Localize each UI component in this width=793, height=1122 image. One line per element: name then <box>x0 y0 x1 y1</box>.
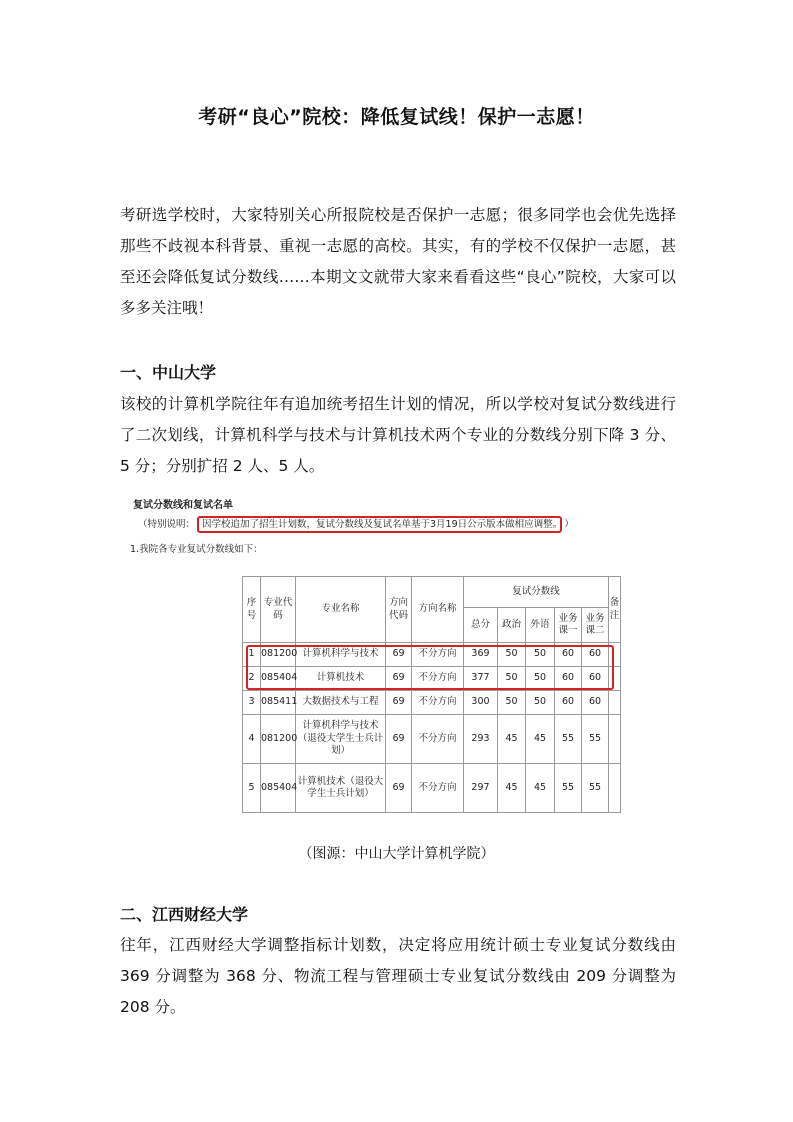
cell-code: 085411 <box>261 691 296 715</box>
cell-dir-name: 不分方向 <box>412 643 464 667</box>
cell-name: 计算机技术 <box>296 667 386 691</box>
cell-course1: 55 <box>555 764 582 813</box>
intro-paragraph: 考研选学校时，大家特别关心所报院校是否保护一志愿；很多同学也会优先选择那些不歧视本科背景、重视一志愿的高校。其实，有的学校不仅保护一志愿，甚至还会降低复试分数线……本期文文就带大家来看看这些“良心”院校，大家可以多多关注哦！ <box>120 206 676 317</box>
cell-name: 计算机技术（退役大学生士兵计划） <box>296 764 386 813</box>
header-dir-code: 方向代码 <box>386 577 412 643</box>
header-total: 总分 <box>464 608 498 643</box>
cell-politics: 45 <box>498 715 526 764</box>
section-1-body: 该校的计算机学院往年有追加统考招生计划的情况，所以学校对复试分数线进行了二次划线，计算机科学与技术与计算机技术两个专业的分数线分别下降 3 分、5 分；分别扩招 2 人、5 人。 <box>120 395 676 475</box>
cell-dir-name: 不分方向 <box>412 715 464 764</box>
section-2-body: 往年，江西财经大学调整指标计划数，决定将应用统计硕士专业复试分数线由 369 分调整为 368 分、物流工程与管理硕士专业复试分数线由 209 分调整为 208 分。 <box>120 936 676 1016</box>
header-name: 专业名称 <box>296 577 386 643</box>
cell-course1: 60 <box>555 691 582 715</box>
cell-name: 大数据技术与工程 <box>296 691 386 715</box>
cell-remark <box>609 764 621 813</box>
cell-code: 081200 <box>261 715 296 764</box>
table-row <box>243 715 621 764</box>
cell-course1: 60 <box>555 643 582 667</box>
cell-foreign: 50 <box>526 691 555 715</box>
cell-dir-code: 69 <box>386 764 412 813</box>
section-2-heading: 二、江西财经大学 <box>120 905 249 924</box>
cell-code: 085404 <box>261 764 296 813</box>
cell-dir-code: 69 <box>386 667 412 691</box>
cell-seq: 2 <box>243 667 261 691</box>
cell-politics: 50 <box>498 691 526 715</box>
header-seq: 序号 <box>243 577 261 643</box>
cell-name: 计算机科学与技术 <box>296 643 386 667</box>
cell-course2: 60 <box>582 667 609 691</box>
cell-foreign: 50 <box>526 667 555 691</box>
cell-seq: 4 <box>243 715 261 764</box>
cell-code: 085404 <box>261 667 296 691</box>
note-highlight: 因学校追加了招生计划数，复试分数线及复试名单基于3月19日公示版本做相应调整。 <box>197 516 562 533</box>
figure-subheading: 1.我院各专业复试分数线如下： <box>130 544 263 555</box>
cell-course2: 60 <box>582 691 609 715</box>
figure-note <box>138 516 574 530</box>
header-remark: 备注 <box>609 577 621 643</box>
header-score-group: 复试分数线 <box>464 577 609 608</box>
cell-total: 297 <box>464 764 498 813</box>
cell-dir-code: 69 <box>386 691 412 715</box>
header-politics: 政治 <box>498 608 526 643</box>
table-row <box>243 764 621 813</box>
header-course2: 业务课二 <box>582 608 609 643</box>
cell-course1: 60 <box>555 667 582 691</box>
note-prefix: （特别说明： <box>138 519 196 530</box>
cell-course2: 60 <box>582 643 609 667</box>
cell-course2: 55 <box>582 715 609 764</box>
cell-remark <box>609 691 621 715</box>
header-dir-name: 方向名称 <box>412 577 464 643</box>
cell-seq: 1 <box>243 643 261 667</box>
cell-dir-name: 不分方向 <box>412 764 464 813</box>
cell-code: 081200 <box>261 643 296 667</box>
score-table <box>242 576 621 813</box>
page-title: 考研“良心”院校：降低复试线！保护一志愿！ <box>198 106 595 128</box>
cell-dir-name: 不分方向 <box>412 691 464 715</box>
cell-foreign: 45 <box>526 715 555 764</box>
header-course1: 业务课一 <box>555 608 582 643</box>
cell-foreign: 45 <box>526 764 555 813</box>
cell-total: 293 <box>464 715 498 764</box>
cell-seq: 5 <box>243 764 261 813</box>
cell-total: 300 <box>464 691 498 715</box>
cell-name: 计算机科学与技术（退役大学生士兵计划） <box>296 715 386 764</box>
highlight-rows-box <box>246 645 614 690</box>
cell-total: 369 <box>464 643 498 667</box>
cell-dir-name: 不分方向 <box>412 667 464 691</box>
cell-dir-code: 69 <box>386 715 412 764</box>
figure-caption: （图源：中山大学计算机学院） <box>298 846 495 862</box>
cell-course2: 55 <box>582 764 609 813</box>
cell-dir-code: 69 <box>386 643 412 667</box>
header-code: 专业代码 <box>261 577 296 643</box>
cell-politics: 50 <box>498 643 526 667</box>
header-foreign: 外语 <box>526 608 555 643</box>
note-suffix: ） <box>564 519 574 530</box>
cell-seq: 3 <box>243 691 261 715</box>
table-row <box>243 691 621 715</box>
cell-politics: 50 <box>498 667 526 691</box>
section-1-heading: 一、中山大学 <box>120 363 217 382</box>
figure-heading: 复试分数线和复试名单 <box>133 500 233 511</box>
cell-remark <box>609 715 621 764</box>
score-figure <box>130 490 620 820</box>
cell-course1: 55 <box>555 715 582 764</box>
cell-total: 377 <box>464 667 498 691</box>
cell-foreign: 50 <box>526 643 555 667</box>
cell-politics: 45 <box>498 764 526 813</box>
